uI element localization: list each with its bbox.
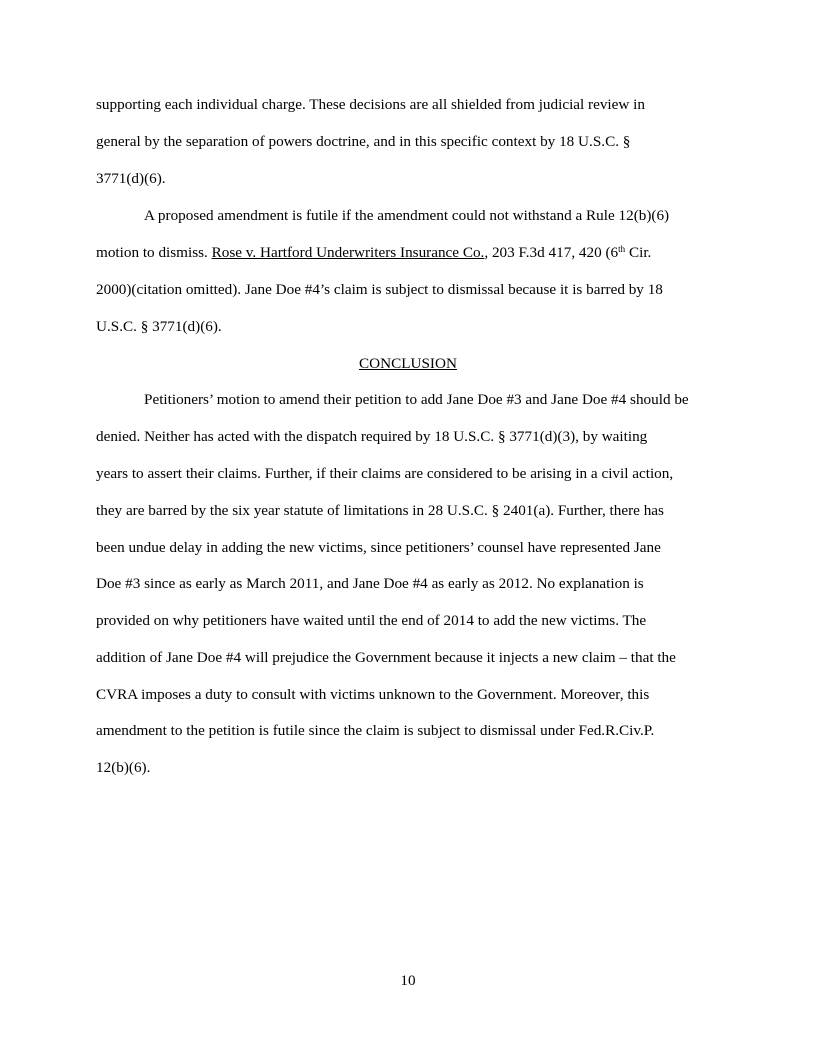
citation-line <box>96 243 651 263</box>
ordinal-superscript: th <box>618 244 626 254</box>
page-number: 10 <box>400 972 416 989</box>
body-text-line: been undue delay in adding the new victims, since petitioners’ counsel have represented Jane <box>96 539 661 556</box>
body-text-line: general by the separation of powers doctrine, and in this specific context by 18 U.S.C. § <box>96 133 631 150</box>
citation-reporter-text: , 203 F.3d 417, 420 (6 <box>484 244 619 261</box>
body-text-line: Petitioners’ motion to amend their petition to add Jane Doe #3 and Jane Doe #4 should be <box>144 391 689 408</box>
body-text-line: 2000)(citation omitted). Jane Doe #4’s claim is subject to dismissal because it is barred by 18 <box>96 281 663 298</box>
body-text-line: they are barred by the six year statute of limitations in 28 U.S.C. § 2401(a). Further, there has <box>96 502 664 519</box>
case-name-citation: Rose v. Hartford Underwriters Insurance Co. <box>211 244 485 261</box>
body-text-line: 3771(d)(6). <box>96 170 166 187</box>
body-text-line: years to assert their claims. Further, if their claims are considered to be arising in a civil action, <box>96 465 674 482</box>
body-text-line: U.S.C. § 3771(d)(6). <box>96 318 222 335</box>
body-text-line: addition of Jane Doe #4 will prejudice the Government because it injects a new claim – that the <box>96 649 676 666</box>
section-heading-conclusion: CONCLUSION <box>359 355 457 372</box>
body-text-line: supporting each individual charge. These decisions are all shielded from judicial review in <box>96 96 645 113</box>
citation-lead-text: motion to dismiss. <box>96 244 212 261</box>
body-text-line: A proposed amendment is futile if the amendment could not withstand a Rule 12(b)(6) <box>144 207 670 224</box>
body-text-line: amendment to the petition is futile since the claim is subject to dismissal under Fed.R.Civ.P. <box>96 722 655 739</box>
body-text-line: 12(b)(6). <box>96 759 151 776</box>
body-text-line: Doe #3 since as early as March 2011, and Jane Doe #4 as early as 2012. No explanation is <box>96 575 644 592</box>
body-text-line: denied. Neither has acted with the dispatch required by 18 U.S.C. § 3771(d)(3), by waiting <box>96 428 648 445</box>
citation-court-text: Cir. <box>625 244 652 261</box>
body-text-line: provided on why petitioners have waited until the end of 2014 to add the new victims. The <box>96 612 647 629</box>
body-text-line: CVRA imposes a duty to consult with victims unknown to the Government. Moreover, this <box>96 686 650 703</box>
